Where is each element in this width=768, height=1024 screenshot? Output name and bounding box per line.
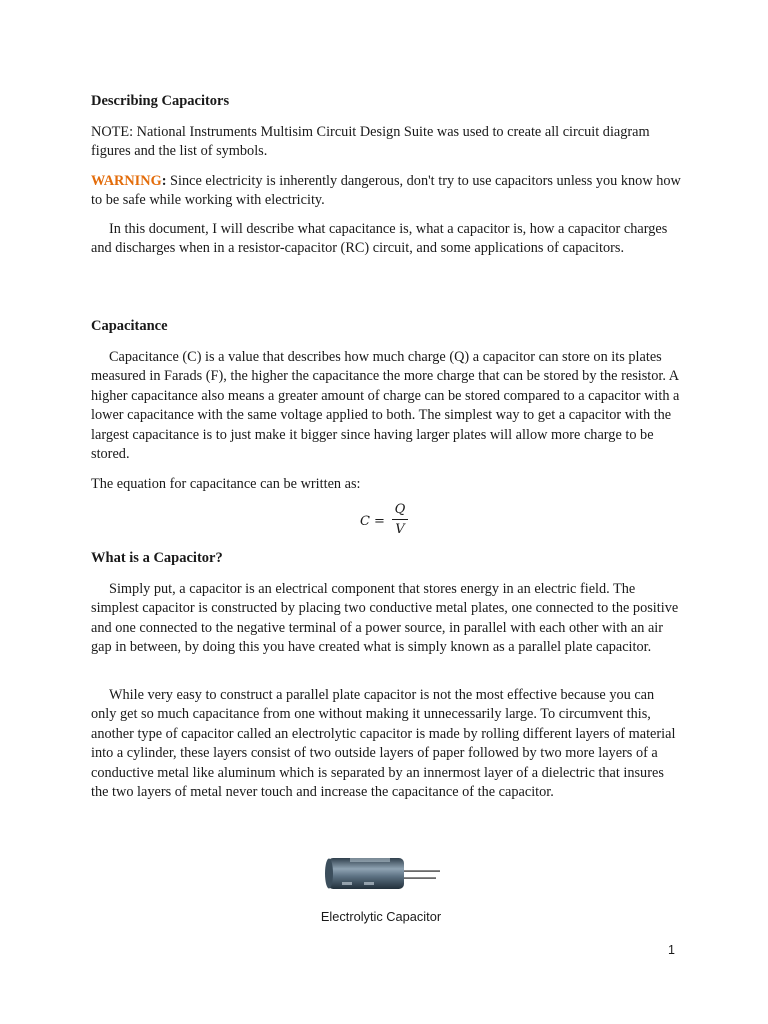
section-title-what-is-a-capacitor: What is a Capacitor? [91, 550, 223, 566]
equation-lhs: C [360, 514, 370, 529]
capacitance-equation [360, 501, 420, 541]
what-is-paragraph-2: While very easy to construct a parallel plate capacitor is not the most effective because you can only get so much capacitance from one without making it unnecessarily large. To circumvent this, another type of capacitor called an electrolytic capacitor is made by rolling different layers of material into a cylinder, these layers consist of two outside layers of paper followed by two more layers of a conductive metal like aluminum which is separated by an innermost layer of a dielectric that insures the two layers of metal never touch and increase the capacitance of the capacitor. [91, 687, 676, 801]
equation-denominator: V [395, 522, 405, 537]
section-title-describing-capacitors: Describing Capacitors [91, 93, 230, 109]
equation-fraction [392, 501, 408, 538]
note-paragraph: NOTE: National Instruments Multisim Circuit Design Suite was used to create all circuit diagram figures and the list of symbols. [91, 124, 650, 160]
section-title-capacitance: Capacitance [91, 318, 168, 334]
capacitor-illustration [320, 855, 442, 895]
intro-paragraph: In this document, I will describe what capacitance is, what a capacitor is, how a capacitor charges and discharges when in a resistor-capacitor (RC) circuit, and some applications of capacitors. [91, 221, 668, 257]
warning-colon: : [161, 173, 167, 189]
what-is-paragraph-1: Simply put, a capacitor is an electrical component that stores energy in an electric field. The simplest capacitor is constructed by placing two conductive metal plates, one connected to the positive and one connected to the negative terminal of a power source, in parallel with each other with an air gap in between, by doing this you have created what is simply known as a parallel plate capacitor. [91, 581, 679, 656]
electrolytic-capacitor-image [320, 855, 442, 895]
warning-text: Since electricity is inherently dangerous, don't try to use capacitors unless you know how to be safe while working with electricity. [91, 173, 681, 209]
warning-paragraph [91, 172, 681, 211]
capacitance-paragraph: Capacitance (C) is a value that describes how much charge (Q) a capacitor can store on its plates measured in Farads (F), the higher the capacitance the more charge that can be stored by the resistor. A higher capacitance also means a greater amount of charge can be stored compared to a capacitor with a lower capacitance with the same voltage applied to both. The simplest way to get a capacitor with the largest capacitance is to just make it bigger since having larger plates will allow more charge to be stored. [91, 349, 680, 463]
fraction-bar [392, 519, 408, 520]
equation-equals: = [374, 514, 385, 529]
equation-intro: The equation for capacitance can be written as: [91, 476, 361, 492]
page-number: 1 [668, 943, 675, 957]
figure-caption: Electrolytic Capacitor [320, 909, 442, 924]
equation-numerator: Q [394, 502, 406, 517]
warning-label: WARNING [91, 173, 162, 189]
